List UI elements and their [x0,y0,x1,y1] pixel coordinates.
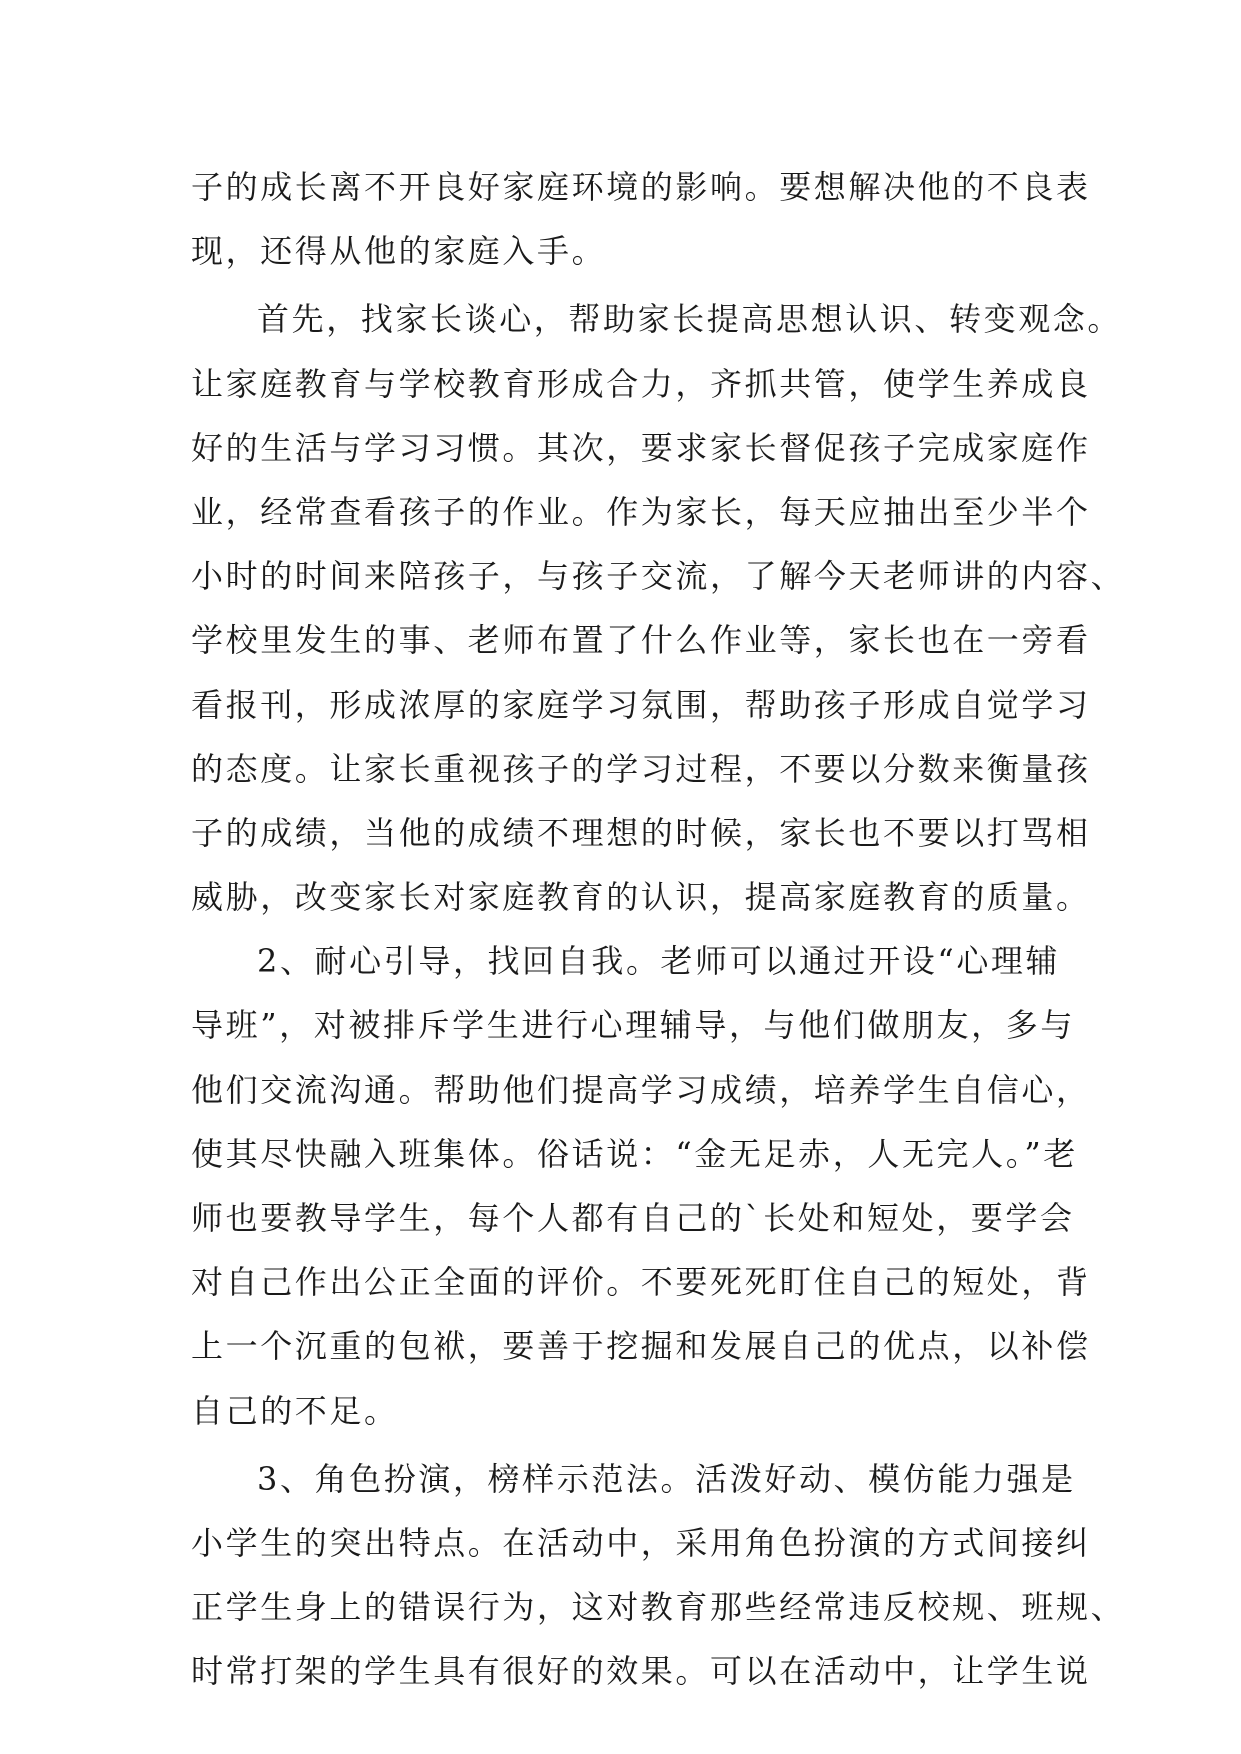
paragraph [191,287,1126,929]
text-line: 业，经常查看孩子的作业。作为家长，每天应抽出至少半个 [191,492,1091,531]
text-line: 让家庭教育与学校教育形成合力，齐抓共管，使学生养成良 [191,364,1091,403]
text-line: 威胁，改变家长对家庭教育的认识，提高家庭教育的质量。 [191,878,1091,917]
text-line: 子的成长离不开良好家庭环境的影响。要想解决他的不良表 [191,168,1091,206]
text-line: 好的生活与学习习惯。其次，要求家长督促孩子完成家庭作 [191,428,1091,467]
text-line: 正学生身上的错误行为，这对教育那些经常违反校规、班规、 [191,1588,1126,1627]
text-line: 的态度。让家长重视孩子的学习过程，不要以分数来衡量孩 [191,749,1091,788]
text-line: 小时的时间来陪孩子，与孩子交流，了解今天老师讲的内容、 [191,557,1126,596]
text-line: 上一个沉重的包袱，要善于挖掘和发展自己的优点，以补偿 [191,1327,1091,1366]
text-line: 他们交流沟通。帮助他们提高学习成绩，培养学生自信心， [191,1070,1091,1109]
text-line: 2、耐心引导，找回自我。老师可以通过开设“心理辅 [257,942,1061,981]
text-line: 现，还得从他的家庭入手。 [191,232,607,271]
paragraph [191,155,1091,283]
paragraph [191,1447,1126,1704]
text-line: 使其尽快融入班集体。俗话说：“金无足赤，人无完人。”老 [191,1134,1078,1173]
paragraph [191,929,1091,1443]
document-body [191,155,1126,1704]
text-line: 时常打架的学生具有很好的效果。可以在活动中，让学生说 [191,1652,1091,1691]
text-line: 看报刊，形成浓厚的家庭学习氛围，帮助孩子形成自觉学习 [191,685,1091,724]
text-line: 3、角色扮演，榜样示范法。活泼好动、模仿能力强是 [257,1459,1076,1498]
text-line: 子的成绩，当他的成绩不理想的时候，家长也不要以打骂相 [191,813,1091,852]
text-line: 对自己作出公正全面的评价。不要死死盯住自己的短处，背 [191,1263,1091,1302]
text-line: 首先，找家长谈心，帮助家长提高思想认识、转变观念。 [257,300,1123,339]
text-line: 导班”，对被排斥学生进行心理辅导，与他们做朋友，多与 [191,1006,1075,1045]
text-line: 学校里发生的事、老师布置了什么作业等，家长也在一旁看 [191,621,1091,660]
text-line: 小学生的突出特点。在活动中，采用角色扮演的方式间接纠 [191,1523,1091,1562]
text-line: 师也要教导学生，每个人都有自己的`长处和短处，要学会 [191,1199,1075,1237]
text-line: 自己的不足。 [191,1391,399,1430]
